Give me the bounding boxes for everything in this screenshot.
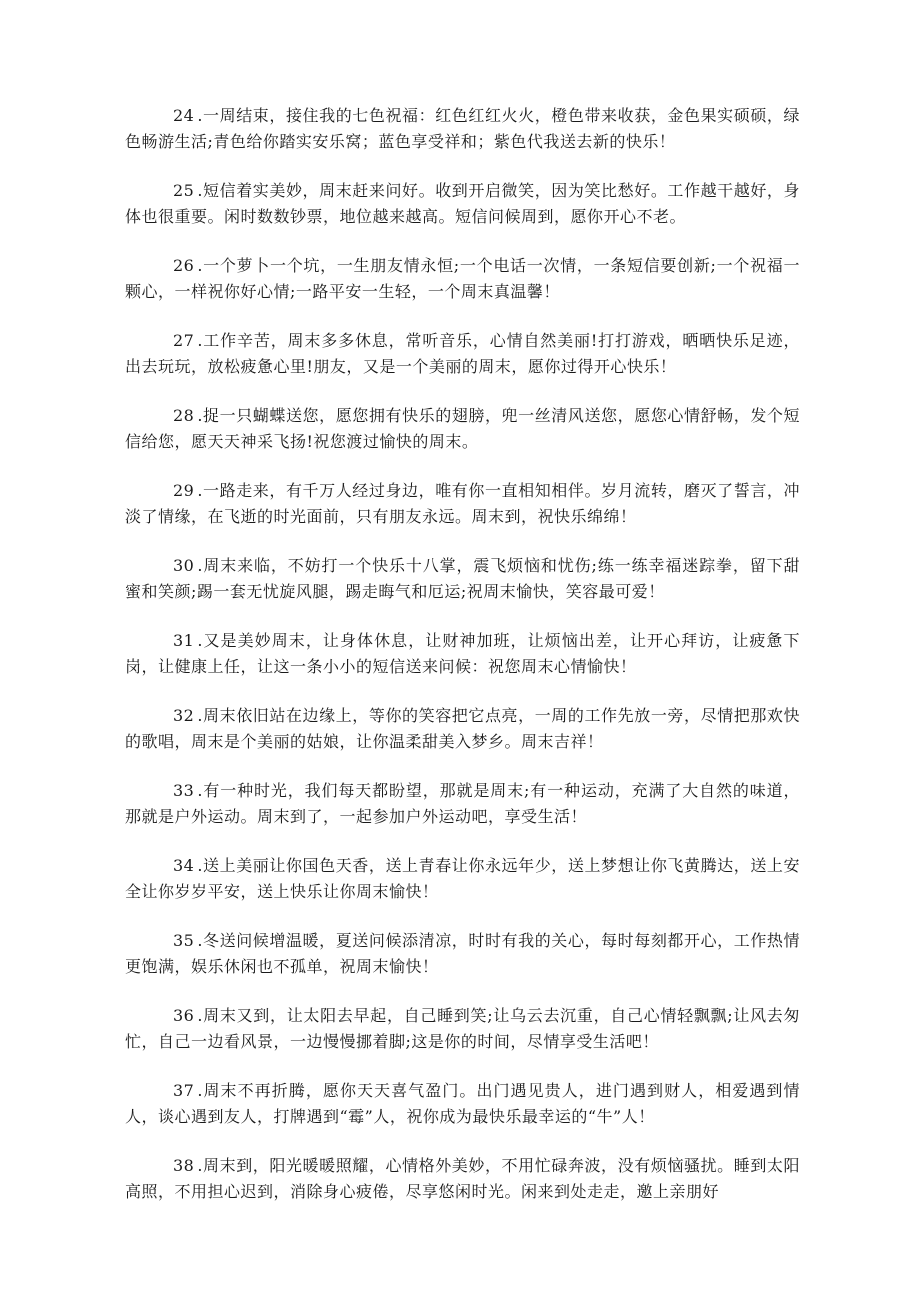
paragraph-number: 31 bbox=[173, 631, 195, 650]
paragraph-text: .捉一只蝴蝶送您，愿您拥有快乐的翅膀，兜一丝清风送您，愿您心情舒畅，发个短信给您，愿天天神采飞扬!祝您渡过愉快的周末。 bbox=[125, 406, 800, 451]
paragraph-text: .一周结束，接住我的七色祝福：红色红红火火，橙色带来收获，金色果实硕硕，绿色畅游生活;青色给你踏实安乐窝；蓝色享受祥和；紫色代我送去新的快乐！ bbox=[125, 106, 800, 151]
paragraph-30 bbox=[125, 553, 800, 605]
paragraph-number: 32 bbox=[173, 706, 195, 725]
paragraph-26 bbox=[125, 253, 800, 305]
paragraph-number: 34 bbox=[173, 856, 195, 875]
paragraph-33 bbox=[125, 778, 800, 830]
paragraph-36 bbox=[125, 1003, 800, 1055]
paragraph-number: 25 bbox=[173, 181, 195, 200]
paragraph-25 bbox=[125, 178, 800, 230]
paragraph-37 bbox=[125, 1078, 800, 1130]
paragraph-number: 29 bbox=[173, 481, 195, 500]
paragraph-24 bbox=[125, 103, 800, 155]
paragraph-text: .周末到，阳光暖暖照耀，心情格外美妙，不用忙碌奔波，没有烦恼骚扰。睡到太阳高照，不用担心迟到，消除身心疲倦，尽享悠闲时光。闲来到处走走，邀上亲朋好 bbox=[125, 1156, 800, 1201]
paragraph-number: 38 bbox=[173, 1156, 195, 1175]
paragraph-text: .有一种时光，我们每天都盼望，那就是周末;有一种运动，充满了大自然的味道，那就是户外运动。周末到了，一起参加户外运动吧，享受生活！ bbox=[125, 781, 800, 826]
paragraph-text: .工作辛苦，周末多多休息，常听音乐，心情自然美丽!打打游戏，晒晒快乐足迹，出去玩玩，放松疲惫心里!朋友，又是一个美丽的周末，愿你过得开心快乐！ bbox=[125, 331, 800, 376]
paragraph-text: .又是美妙周末，让身体休息，让财神加班，让烦恼出差，让开心拜访，让疲惫下岗，让健康上任，让这一条小小的短信送来问候：祝您周末心情愉快！ bbox=[125, 631, 800, 676]
paragraph-number: 33 bbox=[173, 781, 195, 800]
paragraph-number: 30 bbox=[173, 556, 195, 575]
paragraph-number: 36 bbox=[173, 1006, 195, 1025]
document-body bbox=[125, 103, 800, 1205]
paragraph-29 bbox=[125, 478, 800, 530]
paragraph-number: 27 bbox=[173, 331, 195, 350]
paragraph-number: 26 bbox=[173, 256, 195, 275]
paragraph-34 bbox=[125, 853, 800, 905]
paragraph-text: .一路走来，有千万人经过身边，唯有你一直相知相伴。岁月流转，磨灭了誓言，冲淡了情缘，在飞逝的时光面前，只有朋友永远。周末到，祝快乐绵绵！ bbox=[125, 481, 800, 526]
paragraph-number: 24 bbox=[173, 106, 195, 125]
paragraph-27 bbox=[125, 328, 800, 380]
paragraph-text: .周末来临，不妨打一个快乐十八掌，震飞烦恼和忧伤;练一练幸福迷踪拳，留下甜蜜和笑颜;踢一套无忧旋风腿，踢走晦气和厄运;祝周末愉快，笑容最可爱！ bbox=[125, 556, 800, 601]
paragraph-35 bbox=[125, 928, 800, 980]
paragraph-text: .周末又到，让太阳去早起，自己睡到笑;让乌云去沉重，自己心情轻飘飘;让风去匆忙，自己一边看风景，一边慢慢挪着脚;这是你的时间，尽情享受生活吧！ bbox=[125, 1006, 800, 1051]
paragraph-38 bbox=[125, 1153, 800, 1205]
paragraph-28 bbox=[125, 403, 800, 455]
paragraph-text: .短信着实美妙，周末赶来问好。收到开启微笑，因为笑比愁好。工作越干越好，身体也很重要。闲时数数钞票，地位越来越高。短信问候周到，愿你开心不老。 bbox=[125, 181, 800, 226]
paragraph-31 bbox=[125, 628, 800, 680]
paragraph-number: 28 bbox=[173, 406, 195, 425]
paragraph-32 bbox=[125, 703, 800, 755]
paragraph-text: .周末不再折腾，愿你天天喜气盈门。出门遇见贵人，进门遇到财人，相爱遇到情人，谈心遇到友人，打牌遇到“霉”人，祝你成为最快乐最幸运的“牛”人！ bbox=[125, 1081, 800, 1126]
paragraph-number: 35 bbox=[173, 931, 195, 950]
paragraph-text: .送上美丽让你国色天香，送上青春让你永远年少，送上梦想让你飞黄腾达，送上安全让你岁岁平安，送上快乐让你周末愉快！ bbox=[125, 856, 800, 901]
paragraph-text: .冬送问候增温暖，夏送问候添清凉，时时有我的关心，每时每刻都开心，工作热情更饱满，娱乐休闲也不孤单，祝周末愉快！ bbox=[125, 931, 800, 976]
paragraph-text: .周末依旧站在边缘上，等你的笑容把它点亮，一周的工作先放一旁，尽情把那欢快的歌唱，周末是个美丽的姑娘，让你温柔甜美入梦乡。周末吉祥！ bbox=[125, 706, 800, 751]
paragraph-number: 37 bbox=[173, 1081, 195, 1100]
paragraph-text: .一个萝卜一个坑，一生朋友情永恒;一个电话一次情，一条短信要创新;一个祝福一颗心，一样祝你好心情;一路平安一生轻，一个周末真温馨！ bbox=[125, 256, 800, 301]
